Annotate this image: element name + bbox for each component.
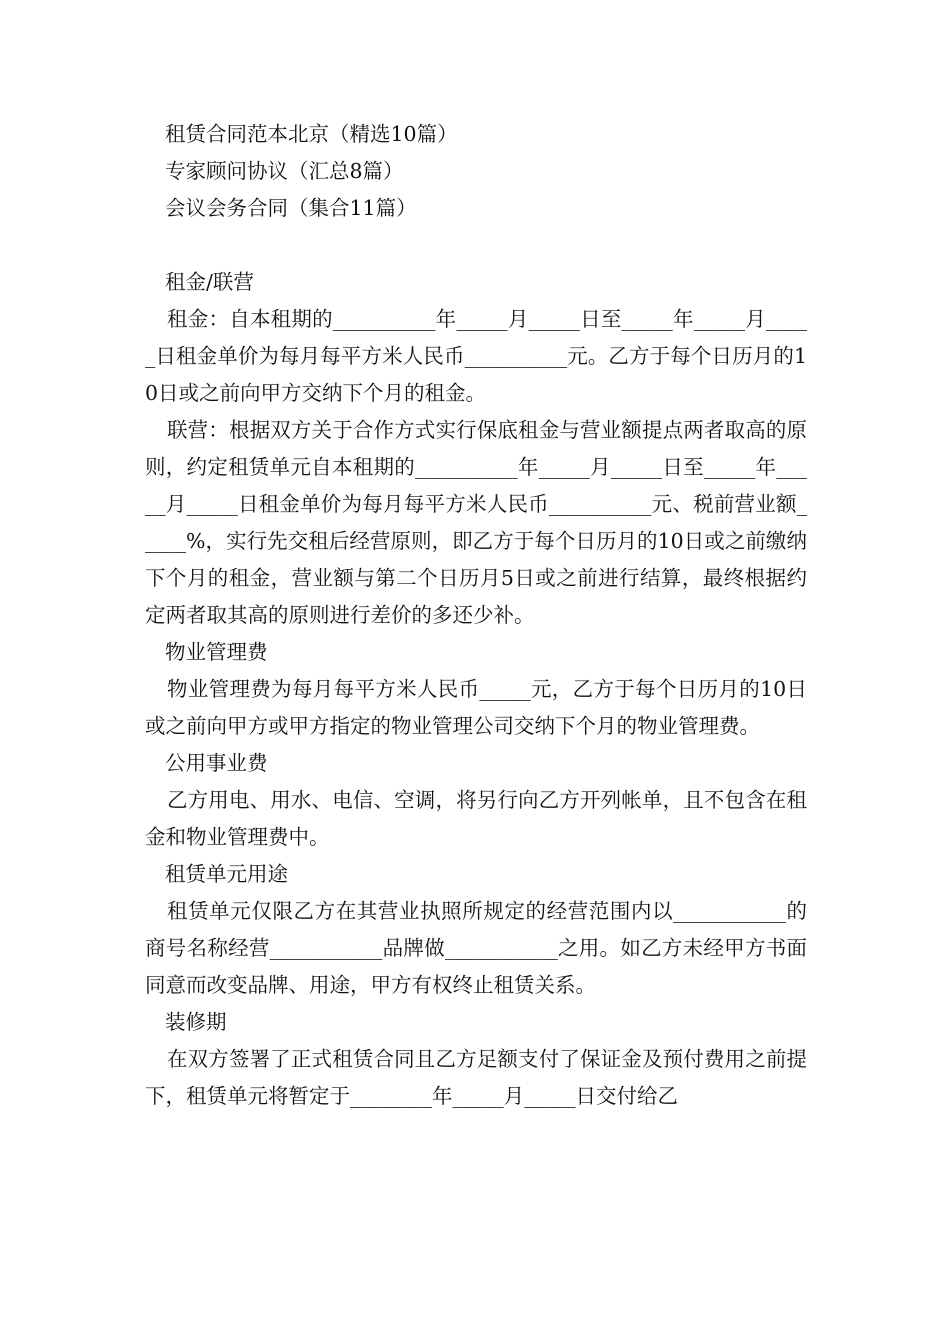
usage-heading: 租赁单元用途 bbox=[165, 862, 288, 886]
property-fee-heading: 物业管理费 bbox=[165, 640, 268, 664]
property-fee-paragraph: 物业管理费为每月每平方米人民币_____元，乙方于每个日历月的10日或之前向甲方或甲方指定的物业管理公司交纳下个月的物业管理费。 bbox=[145, 677, 807, 738]
renovation-paragraph: 在双方签署了正式租赁合同且乙方足额支付了保证金及预付费用之前提下，租赁单元将暂定于________年_____月_____日交付给乙 bbox=[145, 1047, 807, 1108]
usage-paragraph: 租赁单元仅限乙方在其营业执照所规定的经营范围内以___________的商号名称经营___________品牌做___________之用。如乙方未经甲方书面同意而改变品牌、用途，甲方有权终止租赁关系。 bbox=[145, 899, 807, 997]
utilities-paragraph: 乙方用电、用水、电信、空调，将另行向乙方开列帐单，且不包含在租金和物业管理费中。 bbox=[145, 788, 807, 849]
document-page bbox=[145, 116, 807, 1115]
renovation-heading: 装修期 bbox=[165, 1010, 227, 1034]
rent-paragraph: 租金：自本租期的__________年_____月_____日至_____年_____月_____日租金单价为每月每平方米人民币__________元。乙方于每个日历月的10日或之前向甲方交纳下个月的租金。 bbox=[145, 307, 807, 405]
blank-line bbox=[145, 227, 807, 264]
utilities-heading: 公用事业费 bbox=[165, 751, 268, 775]
joint-operation-paragraph: 联营：根据双方关于合作方式实行保底租金与营业额提点两者取高的原则，约定租赁单元自本租期的__________年_____月_____日至_____年_____月_____日租金单价为每月每平方米人民币__________元、税前营业额_____%，实行先交租后经营原则，即乙方于每个日历月的10日或之前缴纳下个月的租金，营业额与第二个日历月5日或之前进行结算，最终根据约定两者取其高的原则进行差价的多还少补。 bbox=[145, 418, 807, 627]
related-link-3[interactable]: 会议会务合同（集合11篇） bbox=[165, 196, 417, 220]
related-links bbox=[145, 116, 807, 227]
related-link-1[interactable]: 租赁合同范本北京（精选10篇） bbox=[165, 122, 458, 146]
rent-heading: 租金/联营 bbox=[165, 270, 254, 294]
related-link-2[interactable]: 专家顾问协议（汇总8篇） bbox=[165, 159, 404, 183]
